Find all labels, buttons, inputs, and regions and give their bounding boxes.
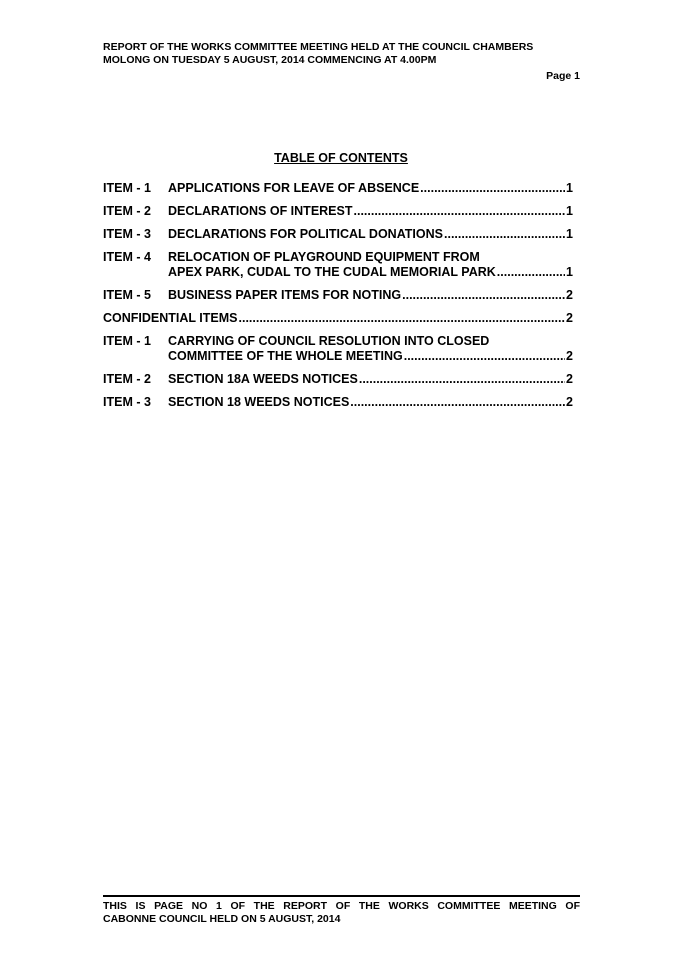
toc-item-body (168, 334, 573, 364)
page-header (103, 41, 580, 83)
toc-entry[interactable] (103, 250, 573, 280)
toc-page-number: 2 (566, 395, 573, 409)
toc-item-number: ITEM - 2 (103, 372, 151, 386)
dot-leader (239, 311, 566, 326)
dot-leader (444, 227, 565, 242)
toc-item-title-line: CARRYING OF COUNCIL RESOLUTION INTO CLOSED (168, 334, 490, 348)
header-title-line-1: REPORT OF THE WORKS COMMITTEE MEETING HELD AT THE COUNCIL CHAMBERS (103, 41, 534, 53)
dot-leader (404, 349, 565, 364)
toc-page-number: 2 (566, 349, 573, 363)
toc-entry[interactable] (103, 334, 573, 364)
toc-item-title: APPLICATIONS FOR LEAVE OF ABSENCE (168, 181, 420, 195)
toc-item-number: ITEM - 4 (103, 250, 151, 264)
toc-page-number: 2 (566, 311, 573, 325)
toc-item-title: DECLARATIONS FOR POLITICAL DONATIONS (168, 227, 443, 241)
toc-entry[interactable] (103, 395, 573, 410)
toc-entry[interactable] (103, 227, 573, 242)
toc-item-body (168, 250, 573, 280)
toc-item-body (168, 372, 573, 387)
toc-item-body (168, 204, 573, 219)
toc-page-number: 1 (566, 265, 573, 279)
toc-item-title: DECLARATIONS OF INTEREST (168, 204, 353, 218)
toc-item-body (168, 395, 573, 410)
toc-item-title-line: RELOCATION OF PLAYGROUND EQUIPMENT FROM (168, 250, 480, 264)
toc-item-number: ITEM - 1 (103, 181, 151, 195)
dot-leader (359, 372, 565, 387)
dot-leader (497, 265, 565, 280)
toc-item-title: SECTION 18 WEEDS NOTICES (168, 395, 350, 409)
page-number: Page 1 (546, 70, 580, 82)
page-footer (103, 895, 580, 926)
toc-item-body (103, 311, 573, 326)
toc-item-body (168, 227, 573, 242)
toc-page-number: 2 (566, 372, 573, 386)
toc-page-number: 1 (566, 181, 573, 195)
toc-item-title: APEX PARK, CUDAL TO THE CUDAL MEMORIAL PARK (168, 265, 496, 279)
toc-item-body (168, 181, 573, 196)
toc-item-number: ITEM - 3 (103, 227, 151, 241)
toc-item-number: ITEM - 3 (103, 395, 151, 409)
footer-line-1: THIS IS PAGE NO 1 OF THE REPORT OF THE WORKS COMMITTEE MEETING OF (103, 900, 580, 912)
header-title-line-2: MOLONG ON TUESDAY 5 AUGUST, 2014 COMMENCING AT 4.00PM (103, 53, 437, 66)
toc-entry[interactable] (103, 204, 573, 219)
toc-item-body (168, 288, 573, 303)
toc-page-number: 2 (566, 288, 573, 302)
dot-leader (354, 204, 566, 219)
toc-item-title: CONFIDENTIAL ITEMS (103, 311, 238, 325)
toc-page-number: 1 (566, 227, 573, 241)
footer-line-2: CABONNE COUNCIL HELD ON 5 AUGUST, 2014 (103, 913, 341, 925)
toc-entry[interactable] (103, 181, 573, 196)
toc-page-number: 1 (566, 204, 573, 218)
dot-leader (420, 181, 565, 196)
toc-item-number: ITEM - 1 (103, 334, 151, 348)
toc-item-number: ITEM - 5 (103, 288, 151, 302)
toc-entry[interactable] (103, 372, 573, 387)
toc-entry[interactable] (103, 288, 573, 303)
toc-item-title: COMMITTEE OF THE WHOLE MEETING (168, 349, 403, 363)
dot-leader (350, 395, 565, 410)
toc-item-title: BUSINESS PAPER ITEMS FOR NOTING (168, 288, 402, 302)
table-of-contents (103, 181, 573, 418)
toc-heading: TABLE OF CONTENTS (274, 151, 408, 165)
toc-entry[interactable] (103, 311, 573, 326)
toc-item-number: ITEM - 2 (103, 204, 151, 218)
toc-item-title: SECTION 18A WEEDS NOTICES (168, 372, 358, 386)
dot-leader (402, 288, 565, 303)
